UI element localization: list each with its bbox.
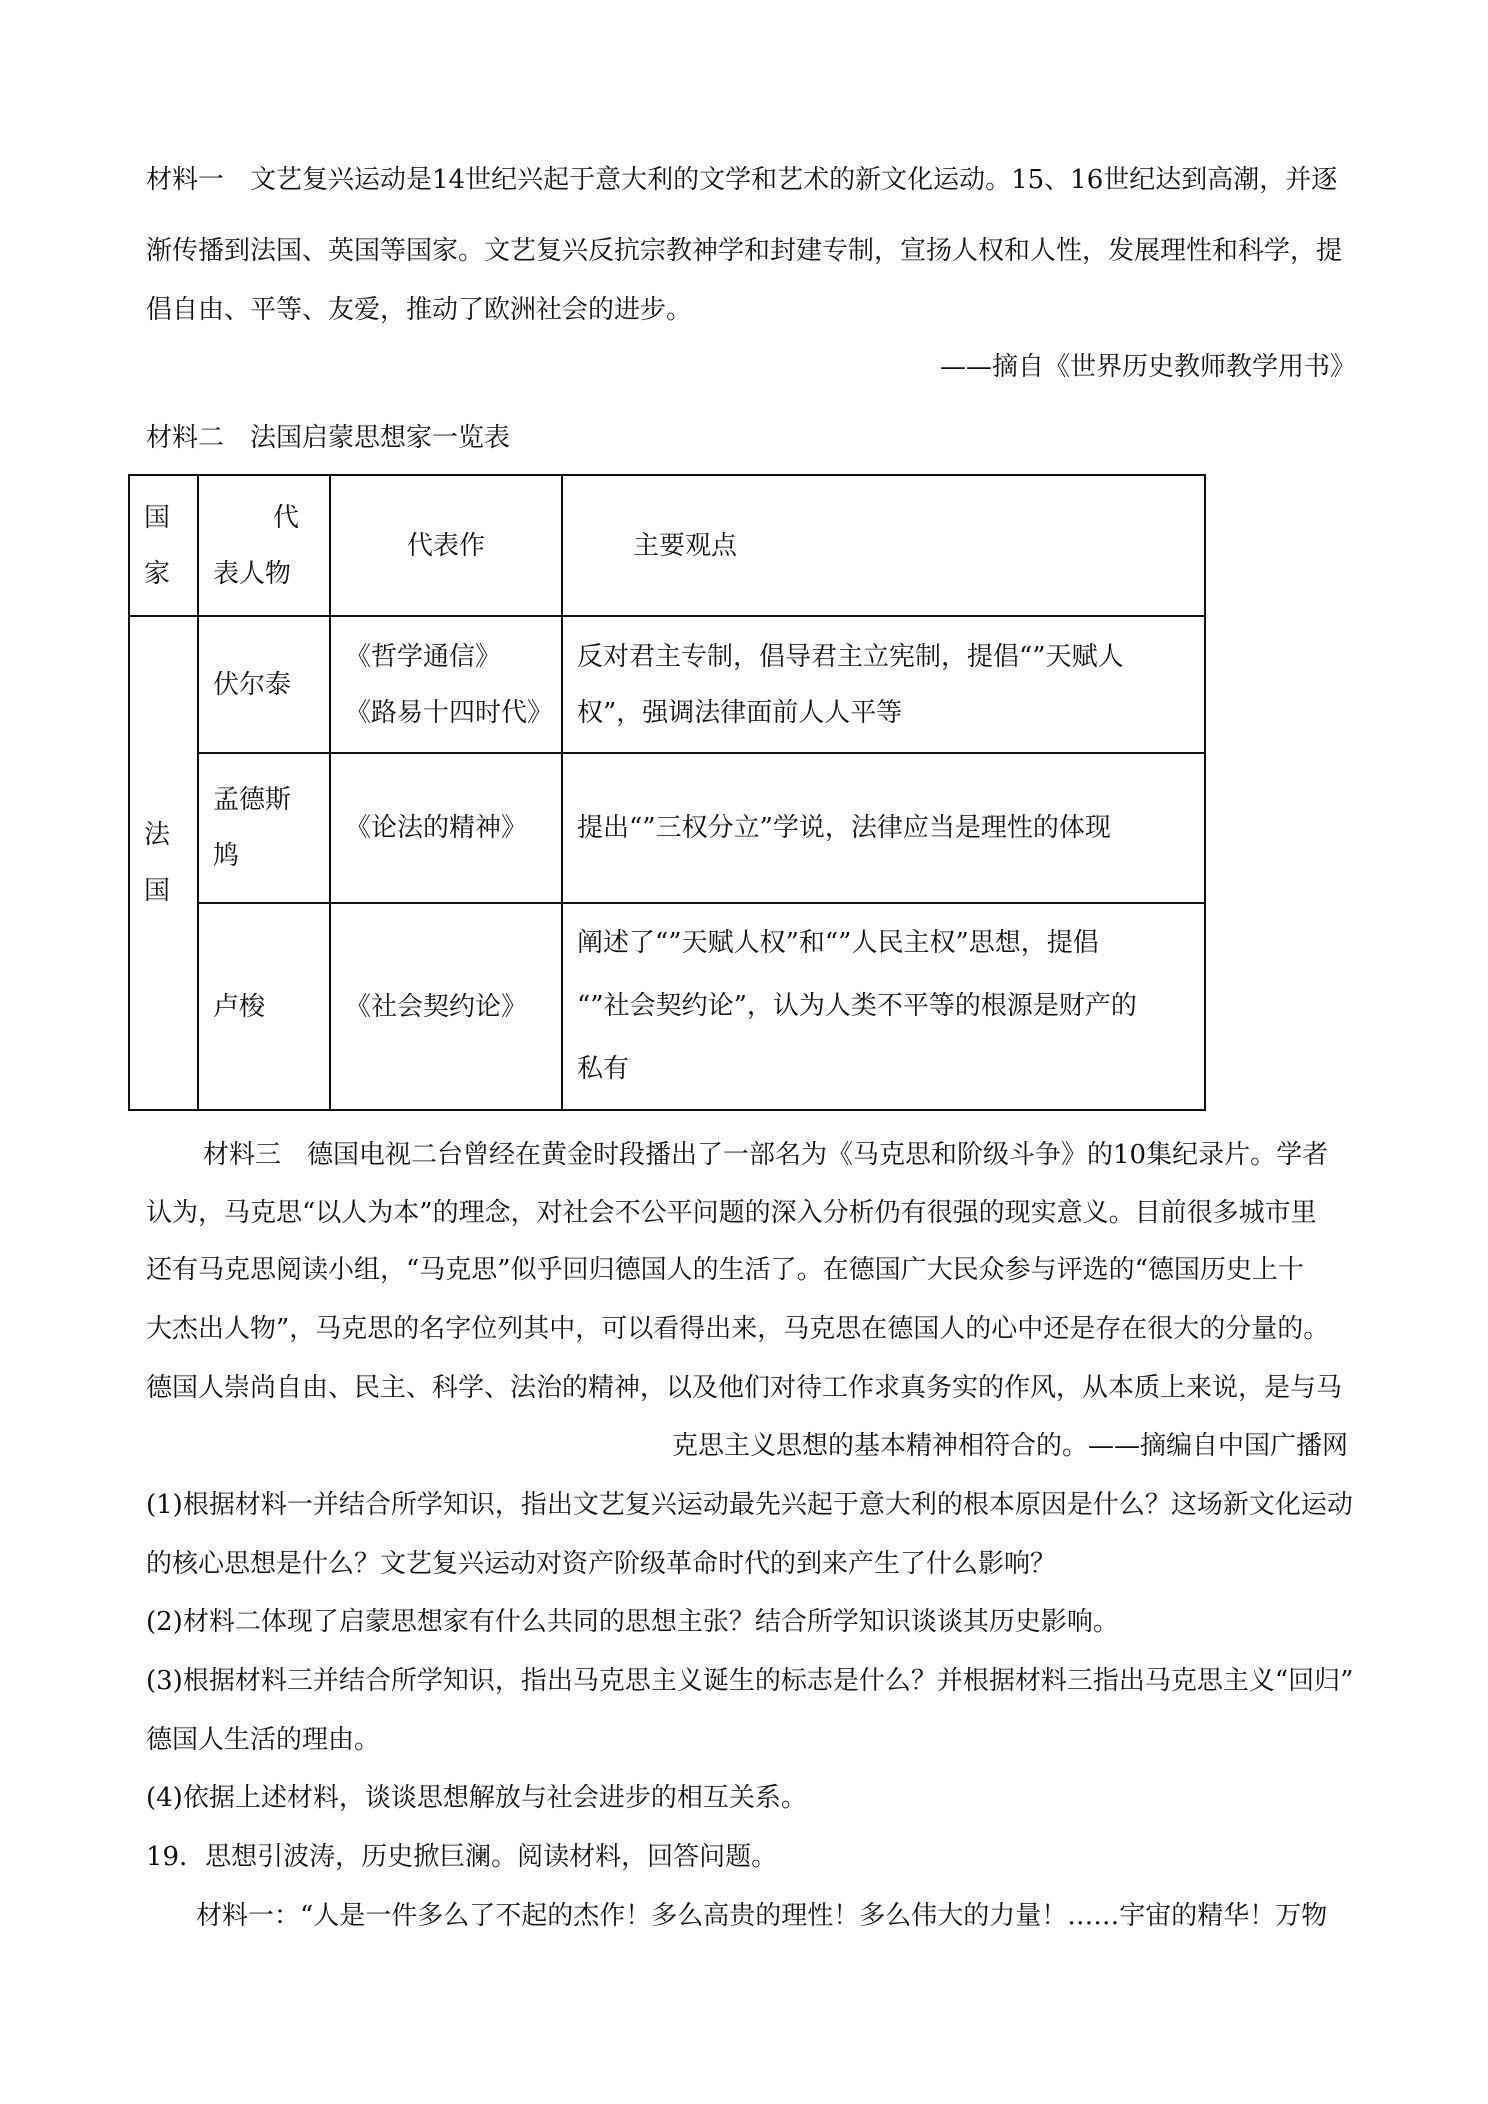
header-country: 国 家	[129, 475, 198, 616]
question-3-line2: 德国人生活的理由。	[146, 1725, 381, 1755]
view-cell: 反对君主专制，倡导君主立宪制，提倡“”天赋人 权”，强调法律面前人人平等	[562, 616, 1205, 753]
table-row	[129, 753, 1205, 903]
work-cell: 《社会契约论》	[330, 903, 562, 1110]
material2-title: 材料二 法国启蒙思想家一览表	[146, 423, 511, 453]
material1-line3: 倡自由、平等、友爱，推动了欧洲社会的进步。	[146, 295, 693, 325]
view-cell: 阐述了“”天赋人权”和“”人民主权”思想，提倡 “”社会契约论”，认为人类不平等的根源是财产的 私有	[562, 903, 1205, 1110]
header-work: 代表作	[330, 475, 562, 616]
question-1-line2: 的核心思想是什么？文艺复兴运动对资产阶级革命时代的到来产生了什么影响？	[146, 1549, 1057, 1579]
question-2: (2)材料二体现了启蒙思想家有什么共同的思想主张？结合所学知识谈谈其历史影响。	[146, 1607, 1119, 1637]
material3-line3: 还有马克思阅读小组，“马克思”似乎回归德国人的生活了。在德国广大民众参与评选的“德国历史上十	[146, 1255, 1304, 1285]
material1-line2: 渐传播到法国、英国等国家。文艺复兴反抗宗教神学和封建专制，宣扬人权和人性，发展理性和科学，提	[146, 236, 1343, 266]
person-cell: 卢梭	[198, 903, 330, 1110]
work-cell: 《哲学通信》 《路易十四时代》	[330, 616, 562, 753]
header-person: 代 表人物	[198, 475, 330, 616]
work-cell: 《论法的精神》	[330, 753, 562, 903]
material1-line1: 材料一 文艺复兴运动是14世纪兴起于意大利的文学和艺术的新文化运动。15、16世纪达到高潮，并逐	[146, 165, 1338, 195]
material3-line1: 材料三 德国电视二台曾经在黄金时段播出了一部名为《马克思和阶级斗争》的10集纪录片。学者	[203, 1140, 1329, 1170]
question-3-line1: (3)根据材料三并结合所学知识，指出马克思主义诞生的标志是什么？并根据材料三指出马克思主义“回归”	[146, 1666, 1354, 1696]
question-1-line1: (1)根据材料一并结合所学知识，指出文艺复兴运动最先兴起于意大利的根本原因是什么？这场新文化运动	[146, 1490, 1353, 1520]
view-cell: 提出“”三权分立”学说，法律应当是理性的体现	[562, 753, 1205, 903]
table-header-row	[129, 475, 1205, 616]
person-cell: 伏尔泰	[198, 616, 330, 753]
thinkers-table	[128, 474, 1206, 1111]
material3-line6: 克思主义思想的基本精神相符合的。——摘编自中国广播网	[672, 1431, 1349, 1461]
material3-line2: 认为，马克思“以人为本”的理念，对社会不公平问题的深入分析仍有很强的现实意义。目前很多城市里	[146, 1198, 1317, 1228]
header-view: 主要观点	[562, 475, 1205, 616]
material1-source: ——摘自《世界历史教师教学用书》	[940, 352, 1357, 382]
country-cell: 法 国	[129, 616, 198, 1110]
question-19-title: 19．思想引波涛，历史掀巨澜。阅读材料，回答问题。	[146, 1842, 778, 1872]
question-4: (4)依据上述材料，谈谈思想解放与社会进步的相互关系。	[146, 1783, 807, 1813]
table-row	[129, 616, 1205, 753]
material3-line4: 大杰出人物”，马克思的名字位列其中，可以看得出来，马克思在德国人的心中还是存在很大的分量的。	[146, 1314, 1330, 1344]
person-cell: 孟德斯 鸠	[198, 753, 330, 903]
table-row	[129, 903, 1205, 1110]
material3-line5: 德国人崇尚自由、民主、科学、法治的精神，以及他们对待工作求真务实的作风，从本质上来说，是与马	[146, 1373, 1343, 1403]
question-19-material1-line1: 材料一：“人是一件多么了不起的杰作！多么高贵的理性！多么伟大的力量！……宇宙的精华！万物	[196, 1901, 1328, 1931]
